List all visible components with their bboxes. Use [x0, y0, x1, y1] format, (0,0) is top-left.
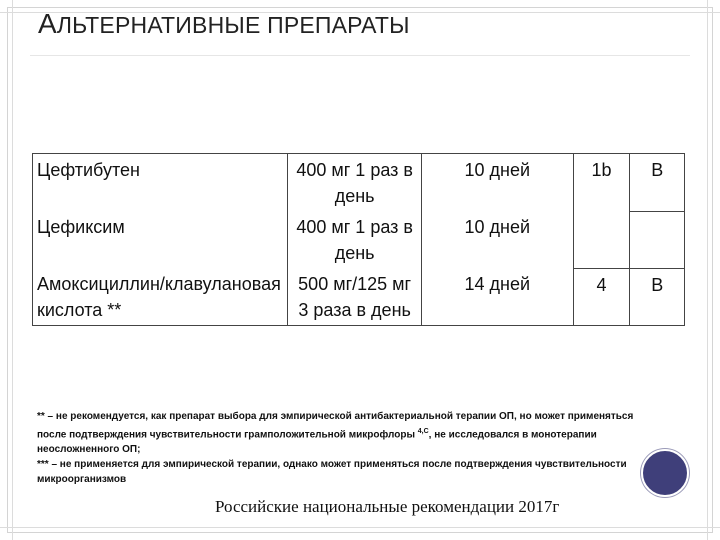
decorative-circle: [641, 449, 689, 497]
table-row: [33, 211, 685, 268]
recommendation-grade: B: [630, 268, 685, 326]
recommendation-grade: B: [630, 154, 685, 212]
drug-name: Цефтибутен: [33, 154, 288, 212]
drug-dose: 400 мг 1 раз в день: [288, 154, 422, 212]
footnote-superscript: 4,C: [417, 428, 429, 435]
evidence-level: [573, 211, 630, 268]
drug-duration: 10 дней: [422, 211, 573, 268]
drug-name: Цефиксим: [33, 211, 288, 268]
evidence-level: 1b: [573, 154, 630, 212]
table-row: [33, 268, 685, 326]
footnote-line: [37, 457, 647, 487]
drug-dose: 400 мг 1 раз в день: [288, 211, 422, 268]
footnote-text: ** – не рекомендуется, как препарат выбора для эмпирической антибактериальной терапии ОП, но может применяться после подтверждения чувствительности грамположительной микрофлоры: [37, 411, 634, 441]
drug-duration: 10 дней: [422, 154, 573, 212]
slide-title: [38, 8, 410, 40]
source-citation: Российские национальные рекомендации 2017г: [215, 497, 560, 516]
title-divider: [30, 55, 690, 56]
table-row: [33, 154, 685, 212]
decor-line: [0, 527, 720, 528]
footnote: [37, 409, 647, 487]
drug-dose: 500 мг/125 мг 3 раза в день: [288, 268, 422, 326]
title-rest: ЛЬТЕРНАТИВНЫЕ ПРЕПАРАТЫ: [56, 12, 410, 38]
decor-line: [12, 0, 13, 540]
decor-line: [707, 0, 708, 540]
drug-name: Амоксициллин/клавулановая кислота **: [33, 268, 288, 326]
evidence-level: 4: [573, 268, 630, 326]
footnote-text: , не исследовался в монотерапии неосложненного ОП;: [37, 429, 597, 456]
title-first-letter: А: [38, 8, 57, 39]
recommendation-grade: [630, 211, 685, 268]
drug-table: [32, 153, 685, 326]
footnote-line: [37, 409, 647, 457]
footnote-text: *** – не применяется для эмпирической терапии, однако может применяться после подтверждения чувствительности микроорганизмов: [37, 459, 627, 486]
drug-duration: 14 дней: [422, 268, 573, 326]
